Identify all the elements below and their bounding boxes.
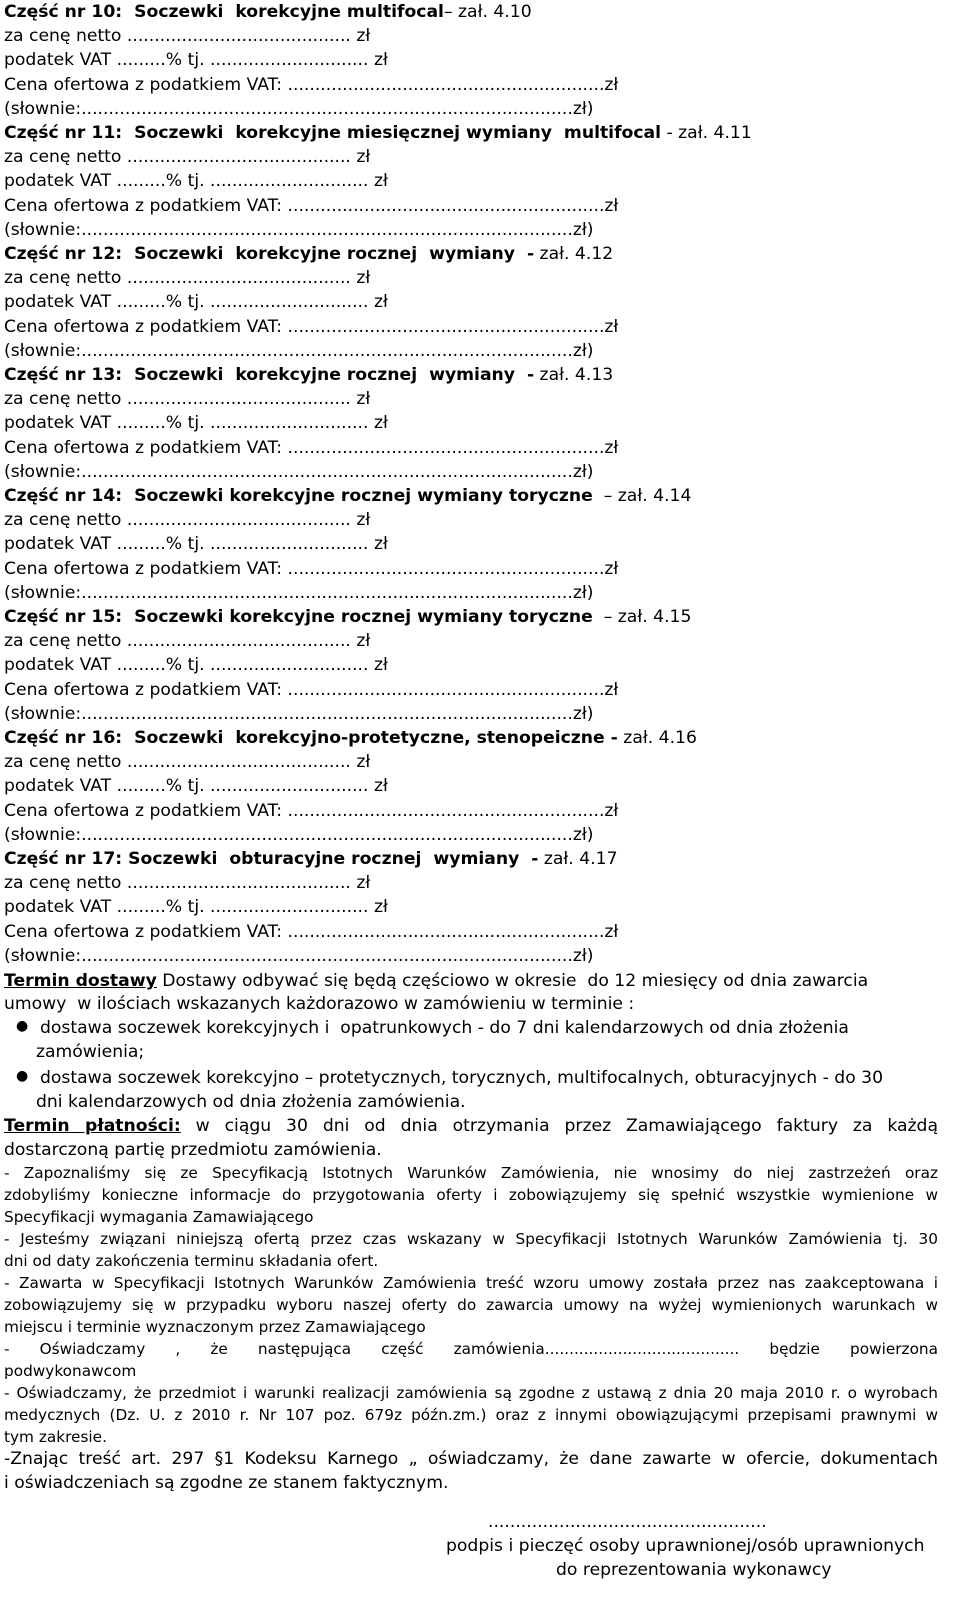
part-title: Część nr 13: Soczewki korekcyjne rocznej wymiany - <box>4 365 535 385</box>
part-heading <box>4 484 691 508</box>
offer-price-line: Cena ofertowa z podatkiem VAT: ..........................................................zł <box>4 195 619 216</box>
vat-line: podatek VAT .........% tj. ............................. zł <box>4 534 388 555</box>
payment-term-line: dostarczoną partię przedmiotu zamówienia. <box>4 1140 382 1160</box>
declaration-line: tym zakresie. <box>4 1428 107 1446</box>
part-heading <box>4 363 613 387</box>
declaration-line: - Zapoznaliśmy się ze Specyfikacją Istotnych Warunków Zamówienia, nie wnosimy do niej zastrzeżeń oraz <box>4 1164 938 1182</box>
declaration-line: dni od daty zakończenia terminu składania ofert. <box>4 1252 379 1270</box>
offer-price-line: Cena ofertowa z podatkiem VAT: ..........................................................zł <box>4 558 619 579</box>
declaration-line: - Oświadczamy , że następująca część zamówienia........................................ będzie powierzona <box>4 1340 938 1358</box>
in-words-line: (słownie:..........................................................................................zł) <box>4 340 594 361</box>
declaration-line: Specyfikacji wymagania Zamawiającego <box>4 1208 314 1226</box>
bullet-item-text: zamówienia; <box>36 1042 145 1062</box>
declaration-line: medycznych (Dz. U. z 2010 r. Nr 107 poz. 679z późn.zm.) oraz z innymi obowiązującymi przepisami prawnymi w <box>4 1406 938 1424</box>
part-annex: - zał. 4.11 <box>661 123 752 143</box>
declaration-line: - Oświadczamy, że przedmiot i warunki realizacji zamówienia są zgodne z ustawą z dnia 20 maja 2010 r. o wyrobach <box>4 1384 938 1402</box>
declaration-line: zdobyliśmy konieczne informacje do przygotowania oferty i zobowiązujemy się spełnić wszystkie wymienione w <box>4 1186 938 1204</box>
declaration-line: miejscu i terminie wyznaczonym przez Zamawiającego <box>4 1318 426 1336</box>
vat-line: podatek VAT .........% tj. ............................. zł <box>4 776 388 797</box>
offer-price-line: Cena ofertowa z podatkiem VAT: ..........................................................zł <box>4 316 619 337</box>
part-title: Część nr 16: Soczewki korekcyjno-protetyczne, stenopeiczne - <box>4 728 618 748</box>
net-price-line: za cenę netto ......................................... zł <box>4 26 371 47</box>
part-annex: zał. 4.13 <box>534 365 614 385</box>
payment-term-label: Termin płatności: <box>4 1116 181 1136</box>
part-title: Część nr 10: Soczewki korekcyjne multifocal <box>4 2 444 22</box>
declaration-line: - Jesteśmy związani niniejszą ofertą przez czas wskazany w Specyfikacji Istotnych Warunków Zamówienia tj. 30 <box>4 1230 938 1248</box>
in-words-line: (słownie:..........................................................................................zł) <box>4 461 594 482</box>
net-price-line: za cenę netto ......................................... zł <box>4 510 371 531</box>
offer-price-line: Cena ofertowa z podatkiem VAT: ..........................................................zł <box>4 921 619 942</box>
part-title: Część nr 11: Soczewki korekcyjne miesięcznej wymiany multifocal <box>4 123 662 143</box>
vat-line: podatek VAT .........% tj. ............................. zł <box>4 413 388 434</box>
part-annex: – zał. 4.14 <box>592 486 692 506</box>
bullet-item-text: dni kalendarzowych od dnia złożenia zamówienia. <box>36 1092 466 1112</box>
part-heading <box>4 726 697 750</box>
part-heading <box>4 605 691 629</box>
part-annex: – zał. 4.15 <box>592 607 692 627</box>
offer-price-line: Cena ofertowa z podatkiem VAT: ..........................................................zł <box>4 437 619 458</box>
part-heading <box>4 0 532 24</box>
part-title: Część nr 14: Soczewki korekcyjne rocznej wymiany toryczne <box>4 486 593 506</box>
bullet-item-text: dostawa soczewek korekcyjnych i opatrunkowych - do 7 dni kalendarzowych od dnia złożenia <box>40 1018 849 1038</box>
net-price-line: za cenę netto ......................................... zł <box>4 147 371 168</box>
offer-price-line: Cena ofertowa z podatkiem VAT: ..........................................................zł <box>4 800 619 821</box>
declaration-line: podwykonawcom <box>4 1362 137 1380</box>
in-words-line: (słownie:..........................................................................................zł) <box>4 219 594 240</box>
vat-line: podatek VAT .........% tj. ............................. zł <box>4 171 388 192</box>
signature-dots: ................................................... <box>488 1512 767 1532</box>
in-words-line: (słownie:..........................................................................................zł) <box>4 824 594 845</box>
net-price-line: za cenę netto ......................................... zł <box>4 631 371 652</box>
penal-code-statement: i oświadczeniach są zgodne ze stanem faktycznym. <box>4 1473 449 1493</box>
part-heading <box>4 121 752 145</box>
payment-term-line <box>4 1114 938 1138</box>
in-words-line: (słownie:..........................................................................................zł) <box>4 98 594 119</box>
declaration-line: - Zawarta w Specyfikacji Istotnych Warunków Zamówienia treść wzoru umowy została przez nas zaakceptowana i <box>4 1274 938 1292</box>
payment-term-text: w ciągu 30 dni od dnia otrzymania przez Zamawiającego faktury za każdą <box>180 1116 938 1136</box>
delivery-term-line <box>4 969 868 993</box>
bullet-dot: ● <box>16 1018 29 1034</box>
net-price-line: za cenę netto ......................................... zł <box>4 752 371 773</box>
bullet-dot: ● <box>16 1068 29 1084</box>
net-price-line: za cenę netto ......................................... zł <box>4 873 371 894</box>
vat-line: podatek VAT .........% tj. ............................. zł <box>4 897 388 918</box>
part-title: Część nr 17: Soczewki obturacyjne rocznej wymiany - <box>4 849 539 869</box>
delivery-term-label: Termin dostawy <box>4 971 157 991</box>
net-price-line: za cenę netto ......................................... zł <box>4 389 371 410</box>
part-annex: – zał. 4.10 <box>443 2 532 22</box>
part-title: Część nr 12: Soczewki korekcyjne rocznej wymiany - <box>4 244 535 264</box>
signature-caption: do reprezentowania wykonawcy <box>556 1560 832 1580</box>
vat-line: podatek VAT .........% tj. ............................. zł <box>4 655 388 676</box>
in-words-line: (słownie:..........................................................................................zł) <box>4 582 594 603</box>
signature-caption: podpis i pieczęć osoby uprawnionej/osób uprawnionych <box>446 1536 925 1556</box>
net-price-line: za cenę netto ......................................... zł <box>4 268 371 289</box>
part-heading <box>4 242 613 266</box>
part-annex: zał. 4.17 <box>538 849 618 869</box>
offer-price-line: Cena ofertowa z podatkiem VAT: ..........................................................zł <box>4 679 619 700</box>
delivery-term-line: umowy w ilościach wskazanych każdorazowo w zamówieniu w terminie : <box>4 994 635 1014</box>
part-annex: zał. 4.16 <box>617 728 697 748</box>
declaration-line: zobowiązujemy się w przypadku wyboru naszej oferty do zawarcia umowy na wyżej wymienionych warunkach w <box>4 1296 938 1314</box>
part-title: Część nr 15: Soczewki korekcyjne rocznej wymiany toryczne <box>4 607 593 627</box>
delivery-term-text: Dostawy odbywać się będą częściowo w okresie do 12 miesięcy od dnia zawarcia <box>156 971 869 991</box>
part-annex: zał. 4.12 <box>534 244 614 264</box>
bullet-item-text: dostawa soczewek korekcyjno – protetycznych, torycznych, multifocalnych, obturacyjnych - do 30 <box>40 1068 884 1088</box>
part-heading <box>4 847 618 871</box>
offer-price-line: Cena ofertowa z podatkiem VAT: ..........................................................zł <box>4 74 619 95</box>
vat-line: podatek VAT .........% tj. ............................. zł <box>4 50 388 71</box>
vat-line: podatek VAT .........% tj. ............................. zł <box>4 292 388 313</box>
penal-code-statement: -Znając treść art. 297 §1 Kodeksu Karnego „ oświadczamy, że dane zawarte w ofercie, dokumentach <box>4 1449 938 1469</box>
in-words-line: (słownie:..........................................................................................zł) <box>4 945 594 966</box>
in-words-line: (słownie:..........................................................................................zł) <box>4 703 594 724</box>
